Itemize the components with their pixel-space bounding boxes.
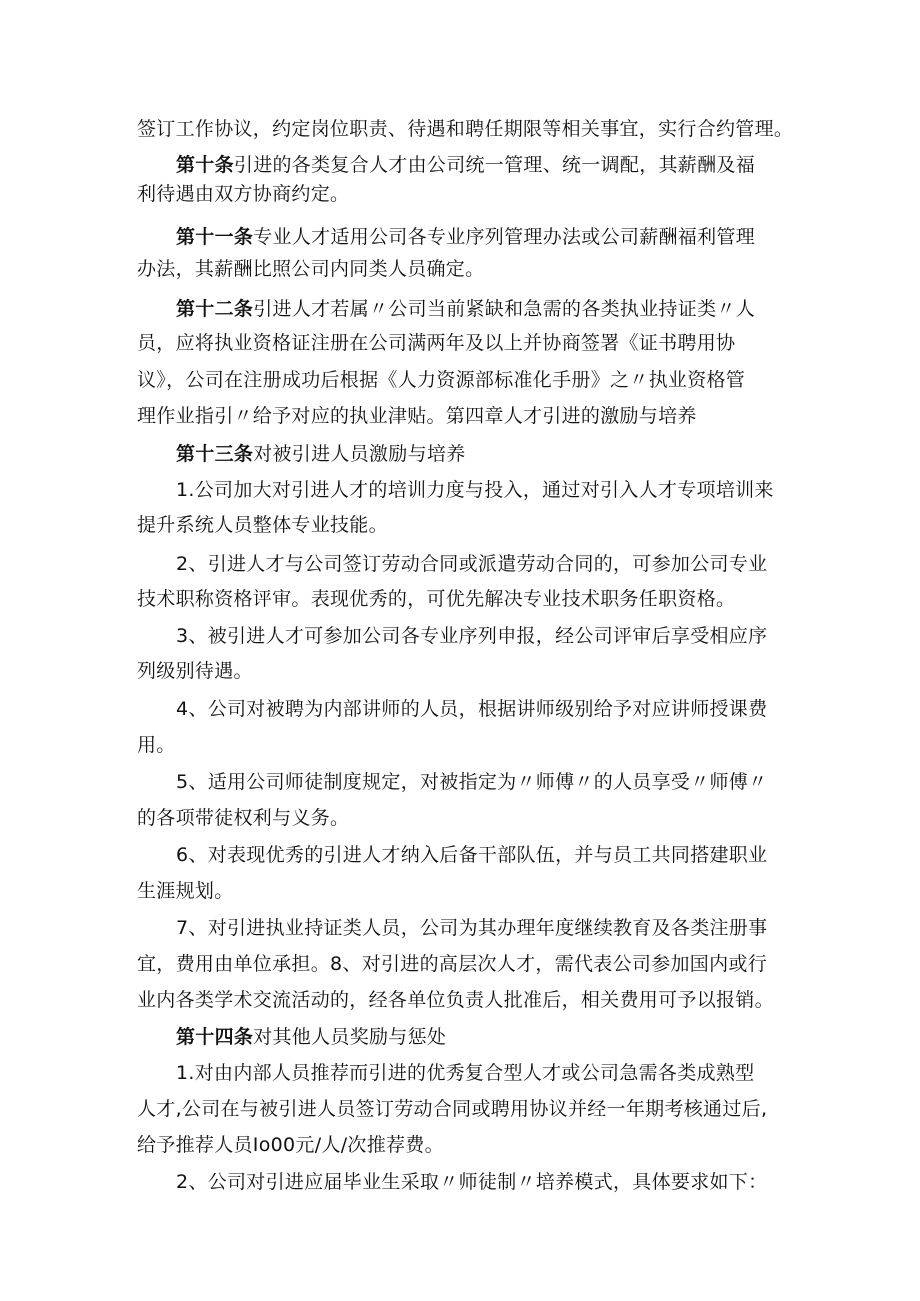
article-heading: 第十条 — [176, 154, 234, 176]
text-line: 6、对表现优秀的引进人才纳入后备干部队伍，并与员工共同搭建职业 — [176, 844, 768, 866]
article-heading: 第十一条 — [176, 226, 254, 248]
text-line: 技术职称资格评审。表现优秀的，可优先解决专业技术职务任职资格。 — [137, 588, 736, 610]
text-line: 签订工作协议，约定岗位职责、待遇和聘任期限等相关事宜，实行合约管理。 — [137, 118, 794, 140]
text-line: 给予推荐人员Io00元/人/次推荐费。 — [137, 1134, 444, 1156]
text-line: 生涯规划。 — [137, 880, 234, 902]
text-line: 办法，其薪酬比照公司内同类人员确定。 — [137, 258, 485, 280]
text-line: 的各项带徒权利与义务。 — [137, 807, 350, 829]
text-line: 5、适用公司师徒制度规定，对被指定为〃师傅〃的人员享受〃师傅〃 — [176, 771, 768, 793]
article-11: 第十一条专业人才适用公司各专业序列管理办法或公司薪酬福利管理 — [176, 226, 756, 248]
text-line: 列级别待遇。 — [137, 660, 253, 682]
article-13: 第十三条对被引进人员激励与培养 — [176, 443, 466, 465]
text-line: 业内各类学术交流活动的，经各单位负责人批准后，相关费用可予以报销。 — [137, 989, 774, 1011]
text-line: 员，应将执业资格证注册在公司满两年及以上并协商签署《证书聘用协 — [137, 332, 736, 354]
article-12: 第十二条引进人才若属〃公司当前紧缺和急需的各类执业持证类〃人 — [176, 298, 756, 320]
text-line: 理作业指引〃给予对应的执业津贴。第四章人才引进的激励与培养 — [137, 405, 697, 427]
text-line: 宜，费用由单位承担。8、对引进的高层次人才，需代表公司参加国内或行 — [137, 953, 767, 975]
text-line: 利待遇由双方协商约定。 — [137, 183, 350, 205]
article-10: 第十条引进的各类复合人才由公司统一管理、统一调配，其薪酬及福 — [176, 154, 756, 176]
text-line: 4、公司对被聘为内部讲师的人员，根据讲师级别给予对应讲师授课费 — [176, 698, 768, 720]
text-line: 3、被引进人才可参加公司各专业序列申报，经公司评审后享受相应序 — [176, 625, 768, 647]
article-heading: 第十三条 — [176, 443, 254, 465]
text-line: 议》，公司在注册成功后根据《人力资源部标准化手册》之〃执业资格管 — [137, 369, 746, 391]
text-line: 用。 — [137, 734, 176, 756]
text-line: 1.公司加大对引进人才的培训力度与投入，通过对引入人才专项培训来 — [176, 479, 774, 501]
text-line: 7、对引进执业持证类人员，公司为其办理年度继续教育及各类注册事 — [176, 917, 768, 939]
article-heading: 第十四条 — [176, 1026, 254, 1048]
text-line: 1.对由内部人员推荐而引进的优秀复合型人才或公司急需各类成熟型 — [176, 1062, 755, 1084]
text-line: 2、引进人才与公司签订劳动合同或派遣劳动合同的，可参加公司专业 — [176, 553, 768, 575]
article-14: 第十四条对其他人员奖励与惩处 — [176, 1026, 447, 1048]
article-heading: 第十二条 — [176, 298, 254, 320]
text-line: 提升系统人员整体专业技能。 — [137, 514, 388, 536]
text-line: 人才,公司在与被引进人员签订劳动合同或聘用协议并经一年期考核通过后, — [137, 1098, 768, 1120]
text-line: 2、公司对引进应届毕业生采取〃师徒制〃培养模式，具体要求如下： — [176, 1171, 768, 1193]
